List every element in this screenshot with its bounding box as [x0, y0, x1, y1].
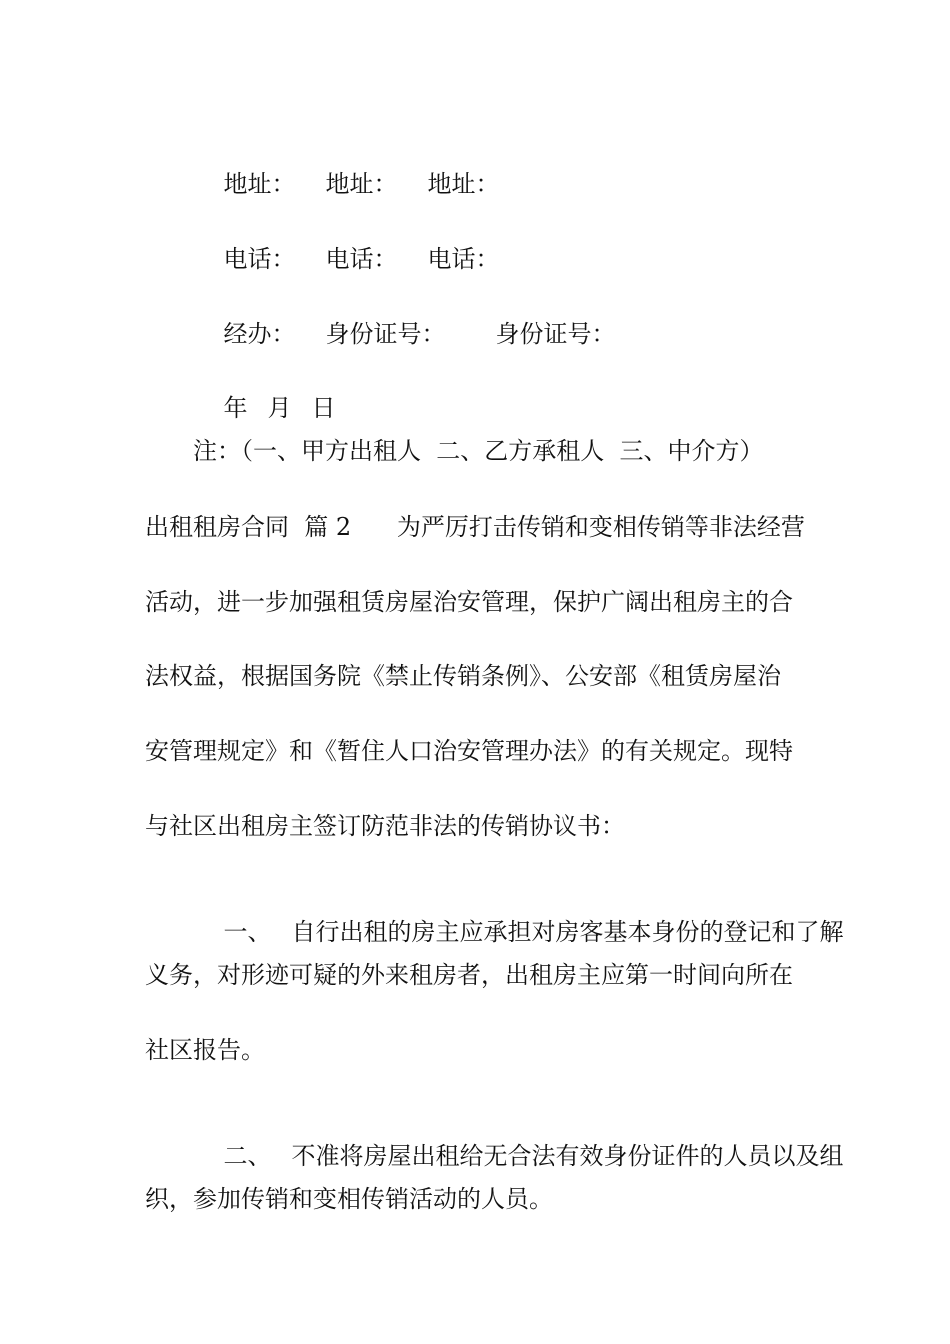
- date-day: 日: [311, 394, 336, 422]
- date-row: [193, 360, 863, 422]
- clause-2-number: 二、: [223, 1142, 272, 1170]
- body-line: 出租租房合同 篇 2 为严厉打击传销和变相传销等非法经营: [145, 513, 805, 541]
- phone-row: [193, 211, 863, 273]
- date-year: 年: [223, 394, 248, 422]
- date-month: 月: [267, 394, 292, 422]
- clause-2-line: 织，参加传销和变相传销活动的人员。: [145, 1185, 553, 1213]
- address-row: [193, 136, 863, 198]
- id-number-label-1: 身份证号：: [325, 320, 446, 348]
- phone-label-2: 电话：: [325, 245, 398, 273]
- clause-2-first-line: [193, 1108, 863, 1170]
- body-line: 法权益，根据国务院《禁止传销条例》、公安部《租赁房屋治: [145, 662, 781, 690]
- id-number-label-2: 身份证号：: [495, 320, 616, 348]
- clause-1-text: 自行出租的房主应承担对房客基本身份的登记和了解: [291, 918, 844, 946]
- body-line: 安管理规定》和《暂住人口治安管理办法》的有关规定。现特: [145, 737, 793, 765]
- party-note: 注：（一、甲方出租人 二、乙方承租人 三、中介方）: [193, 437, 764, 465]
- body-line: 活动，进一步加强租赁房屋治安管理，保护广阔出租房主的合: [145, 588, 793, 616]
- clause-1-line: 义务，对形迹可疑的外来租房者，出租房主应第一时间向所在: [145, 961, 793, 989]
- body-line: 与社区出租房主签订防范非法的传销协议书：: [145, 812, 625, 840]
- address-label-3: 地址：: [427, 170, 500, 198]
- clause-1-number: 一、: [223, 918, 272, 946]
- clause-1-first-line: [193, 884, 863, 946]
- phone-label-1: 电话：: [223, 245, 296, 273]
- clause-2-text: 不准将房屋出租给无合法有效身份证件的人员以及组: [291, 1142, 844, 1170]
- address-label-1: 地址：: [223, 170, 296, 198]
- address-label-2: 地址：: [325, 170, 398, 198]
- clause-1-line: 社区报告。: [145, 1036, 265, 1064]
- phone-label-3: 电话：: [427, 245, 500, 273]
- id-row: [193, 286, 863, 348]
- handler-label: 经办：: [223, 320, 296, 348]
